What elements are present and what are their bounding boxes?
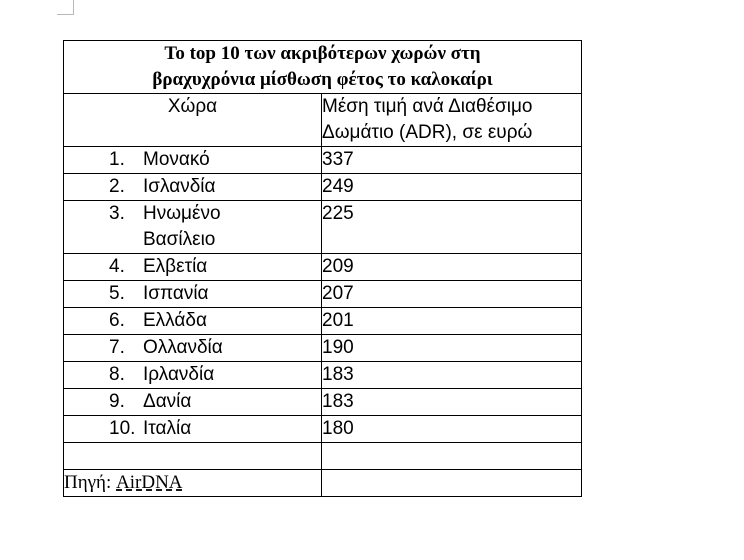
source-row <box>64 470 582 497</box>
adr-value: 201 <box>322 308 582 335</box>
adr-value: 225 <box>322 201 582 254</box>
table-row <box>64 335 582 362</box>
table-row <box>64 308 582 335</box>
country-name: Ολλανδία <box>143 337 223 358</box>
country-cell <box>64 201 322 254</box>
table-row <box>64 174 582 201</box>
adr-value: 180 <box>322 416 582 443</box>
rank-number: 2. <box>109 176 125 197</box>
country-name: Ισλανδία <box>143 176 216 197</box>
header-price <box>322 94 582 147</box>
rank-number: 5. <box>109 283 125 304</box>
country-name: Μονακό <box>143 149 210 170</box>
page-corner-marker <box>57 0 74 15</box>
source-label: Πηγή: <box>64 472 117 493</box>
table-title-line2: βραχυχρόνια μίσθωση φέτος το καλοκαίρι <box>152 69 493 90</box>
table-row <box>64 147 582 174</box>
rank-number: 7. <box>109 337 125 358</box>
rank-number: 6. <box>109 310 125 331</box>
country-name: Δανία <box>143 391 192 412</box>
header-price-line2: Δωμάτιο (ADR), σε ευρώ <box>322 122 533 143</box>
country-cell <box>64 147 322 174</box>
country-name: Ελβετία <box>143 256 208 277</box>
adr-value: 183 <box>322 389 582 416</box>
adr-value: 190 <box>322 335 582 362</box>
empty-cell <box>322 470 582 497</box>
adr-value: 183 <box>322 362 582 389</box>
country-name <box>143 201 221 253</box>
country-name-line1: Ηνωμένο <box>143 203 221 224</box>
country-name-line2: Βασίλειο <box>143 229 216 250</box>
table-row <box>64 389 582 416</box>
empty-cell <box>322 443 582 470</box>
country-cell <box>64 308 322 335</box>
table-row <box>64 416 582 443</box>
table-header-row <box>64 94 582 147</box>
adr-ranking-table <box>63 40 582 497</box>
adr-value: 249 <box>322 174 582 201</box>
source-name: AirDNA <box>116 472 183 493</box>
rank-number: 10. <box>109 418 136 439</box>
table-row <box>64 362 582 389</box>
adr-value: 207 <box>322 281 582 308</box>
table-row <box>64 201 582 254</box>
country-cell <box>64 174 322 201</box>
adr-value: 209 <box>322 254 582 281</box>
country-cell <box>64 335 322 362</box>
country-name: Ισπανία <box>143 283 209 304</box>
country-cell <box>64 362 322 389</box>
table-row <box>64 254 582 281</box>
country-name: Ιρλανδία <box>143 364 215 385</box>
adr-value: 337 <box>322 147 582 174</box>
country-name: Ελλάδα <box>143 310 207 331</box>
rank-number: 9. <box>109 391 125 412</box>
country-cell <box>64 281 322 308</box>
rank-number: 3. <box>109 203 125 224</box>
country-name: Ιταλία <box>143 418 192 439</box>
empty-row <box>64 443 582 470</box>
country-cell <box>64 416 322 443</box>
header-price-line1: Μέση τιμή ανά Διαθέσιμο <box>322 96 533 117</box>
table-title-row <box>64 41 582 94</box>
empty-cell <box>64 443 322 470</box>
table-row <box>64 281 582 308</box>
table-title-line1: Το top 10 των ακριβότερων χωρών στη <box>164 43 481 64</box>
country-cell <box>64 389 322 416</box>
header-country: Χώρα <box>64 94 322 147</box>
table-title <box>64 41 582 94</box>
rank-number: 8. <box>109 364 125 385</box>
source-cell <box>64 470 322 497</box>
rank-number: 4. <box>109 256 125 277</box>
country-cell <box>64 254 322 281</box>
rank-number: 1. <box>109 149 125 170</box>
